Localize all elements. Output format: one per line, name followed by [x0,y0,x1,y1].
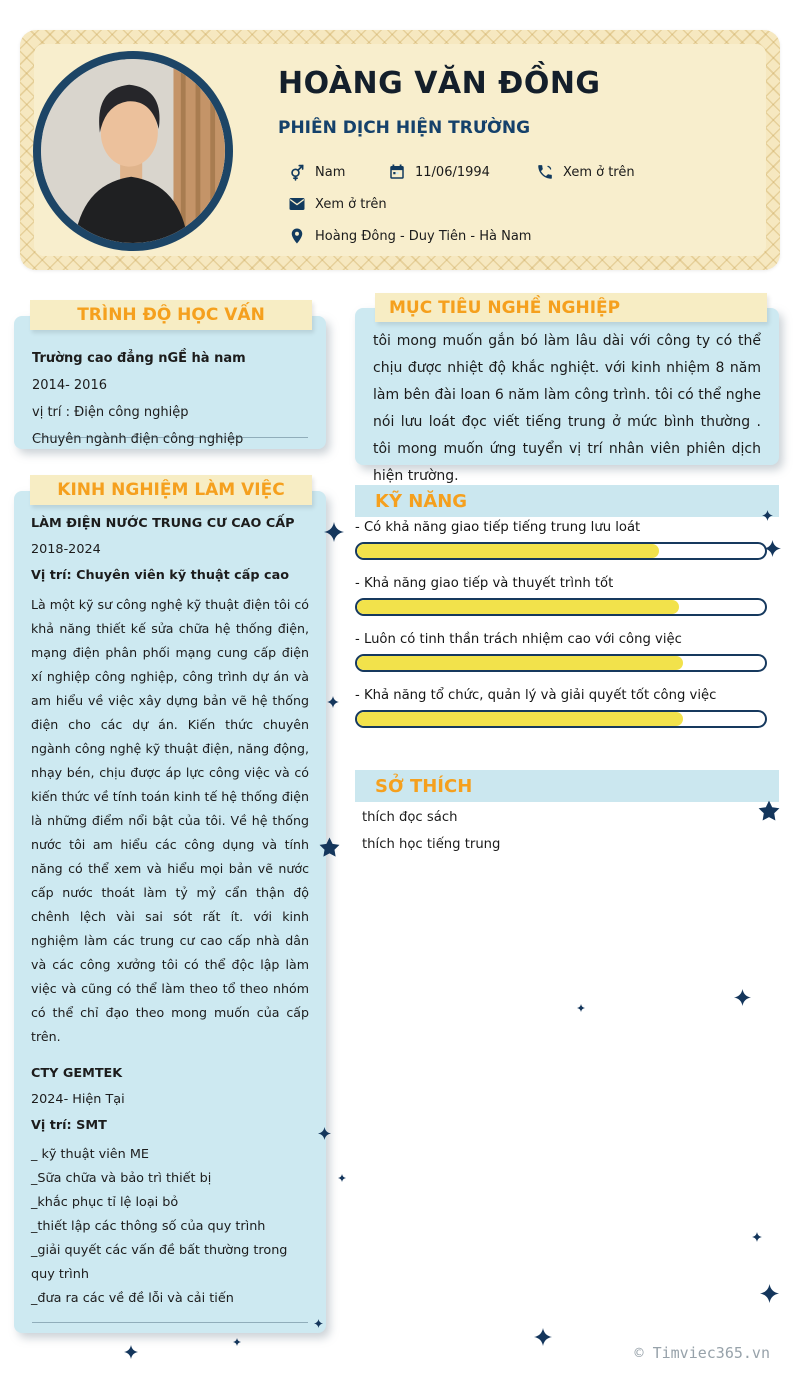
job-bullet: _thiết lập các thông số của quy trình [31,1219,266,1234]
skill-bar [355,598,767,616]
address-field [288,225,531,247]
skill-item [355,688,767,728]
job-bullet: _ kỹ thuật viên ME [31,1147,149,1162]
job-bullet: _khắc phục tỉ lệ loại bỏ [31,1195,179,1210]
sparkle-icon [760,1284,779,1303]
skill-bar-fill [357,712,683,726]
job-position: Vị trí: SMT [31,1118,107,1133]
skill-bar [355,710,767,728]
candidate-title: PHIÊN DỊCH HIỆN TRƯỜNG [278,118,531,138]
hobbies-list [362,808,762,862]
phone-icon [536,163,554,181]
job-company: CTY GEMTEK [31,1066,123,1081]
job-bullet: _đưa ra các về đề lỗi và cải tiến [31,1291,234,1306]
skills-list [355,520,767,744]
candidate-name: HOÀNG VĂN ĐỒNG [278,66,601,101]
skill-bar-fill [357,544,659,558]
education-section-heading [30,300,312,330]
divider [32,1322,308,1323]
envelope-icon [288,195,306,213]
objective-text: tôi mong muốn gắn bó làm lâu dài với công ty có thể chịu được nhiệt độ khắc nghiệt. với kinh nhiệm 8 năm làm bên đài loan 6 năm làm công trình. tôi có thể nghe nói lưu loát đọc viết tiếng trung ở mức bình thường . tôi mong muốn ứng tuyển vị trí nhân viên phiên dịch hiện trường. [373,333,761,484]
hobby-item: thích đọc sách [362,810,458,825]
objective-panel [355,308,779,484]
skill-bar-fill [357,656,683,670]
education-panel [14,316,326,449]
job-years: 2018-2024 [31,542,101,557]
skill-bar [355,654,767,672]
phone-value: Xem ở trên [563,164,635,180]
job-company: LÀM ĐIỆN NƯỚC TRUNG CƯ CAO CẤP [31,516,295,531]
divider [32,437,308,438]
skill-item [355,520,767,560]
skill-label: - Khả năng giao tiếp và thuyết trình tốt [355,576,614,591]
address-value: Hoàng Đông - Duy Tiên - Hà Nam [315,228,532,244]
job-description: Là một kỹ sư công nghệ kỹ thuật điện tôi có khả năng thiết kế sửa chữa hệ thống điện, mạng điện phân phối mạng cung cấp điện xí nghiệp công nghiệp, công trình dự án và am hiểu về việc xây dựng bản vẽ hệ thống điện cho các dự án. Kiến thức chuyên ngành công nghệ kỹ thuật điện, năng động, nhạy bén, chịu được áp lực công việc và có kiến thức về tính toán kinh tế hệ thống điện là những điểm nổi bật của tôi. Về hệ thống nước tôi am hiểu các công dụng và tính năng có thể xem và hiểu mọi bản vẽ nước cấp nước thoát làm tỷ mỷ cẩn thận độ chênh lệch vài sai sót rất ít. với kinh nghiệm làm các trung cư cao cấp nhà dân và các công xưởng tôi có thể độc lập làm việc và cũng có thể làm theo tổ theo nhóm có thể chỉ đạo theo mong muốn của cấp trên. [31,597,309,1044]
gender-icon [288,163,306,181]
skill-label: - Có khả năng giao tiếp tiếng trung lưu loát [355,520,641,535]
sparkle-icon [124,1345,138,1359]
education-years: 2014- 2016 [32,378,107,393]
education-heading-label: TRÌNH ĐỘ HỌC VẤN [77,305,265,325]
email-field [288,193,387,215]
job-bullet: _Sữa chữa và bảo trì thiết bị [31,1171,212,1186]
birthday-value: 11/06/1994 [415,164,490,180]
calendar-icon [388,163,406,181]
skills-heading-label: KỸ NĂNG [375,490,468,512]
gender-value: Nam [315,164,346,180]
education-school: Trường cao đẳng nGỀ hà nam [32,351,246,366]
hobby-item: thích học tiếng trung [362,837,501,852]
skill-item [355,576,767,616]
profile-photo [33,51,233,251]
hobbies-section-heading [355,770,779,802]
site-credit: © Timviec365.vn [634,1344,770,1362]
education-position: vị trí : Điện công nghiệp [32,405,189,420]
gender-field [288,161,345,183]
experience-panel [14,491,326,1333]
skills-section-heading [355,485,779,517]
phone-field [536,161,635,183]
sparkle-icon [534,1328,552,1346]
job-years: 2024- Hiện Tại [31,1092,125,1107]
location-pin-icon [288,227,306,245]
sparkle-icon [324,522,344,542]
sparkle-icon [233,1338,241,1346]
skill-bar [355,542,767,560]
experience-heading-label: KINH NGHIỆM LÀM VIỆC [57,480,285,500]
email-value: Xem ở trên [315,196,387,212]
sparkle-icon [734,989,751,1006]
job-position: Vị trí: Chuyên viên kỹ thuật cấp cao [31,568,290,583]
objective-heading-label: MỤC TIÊU NGHỀ NGHIỆP [389,297,621,318]
sparkle-icon [752,1232,762,1242]
skill-item [355,632,767,672]
avatar [41,59,225,243]
birthday-field [388,161,490,183]
hobbies-heading-label: SỞ THÍCH [375,775,473,797]
sparkle-icon [327,696,339,708]
avatar-image [41,59,225,243]
objective-section-heading [375,293,767,322]
sparkle-icon [338,1174,346,1182]
skill-label: - Khả năng tổ chức, quản lý và giải quyết tốt công việc [355,688,717,703]
skill-bar-fill [357,600,679,614]
education-major: Chuyên ngành điện công nghiệp [32,432,244,447]
experience-section-heading [30,475,312,505]
sparkle-icon [577,1004,585,1012]
job-bullet: _giải quyết các vấn đề bất thường trong quy trình [31,1243,288,1282]
skill-label: - Luôn có tinh thần trách nhiệm cao với công việc [355,632,682,647]
